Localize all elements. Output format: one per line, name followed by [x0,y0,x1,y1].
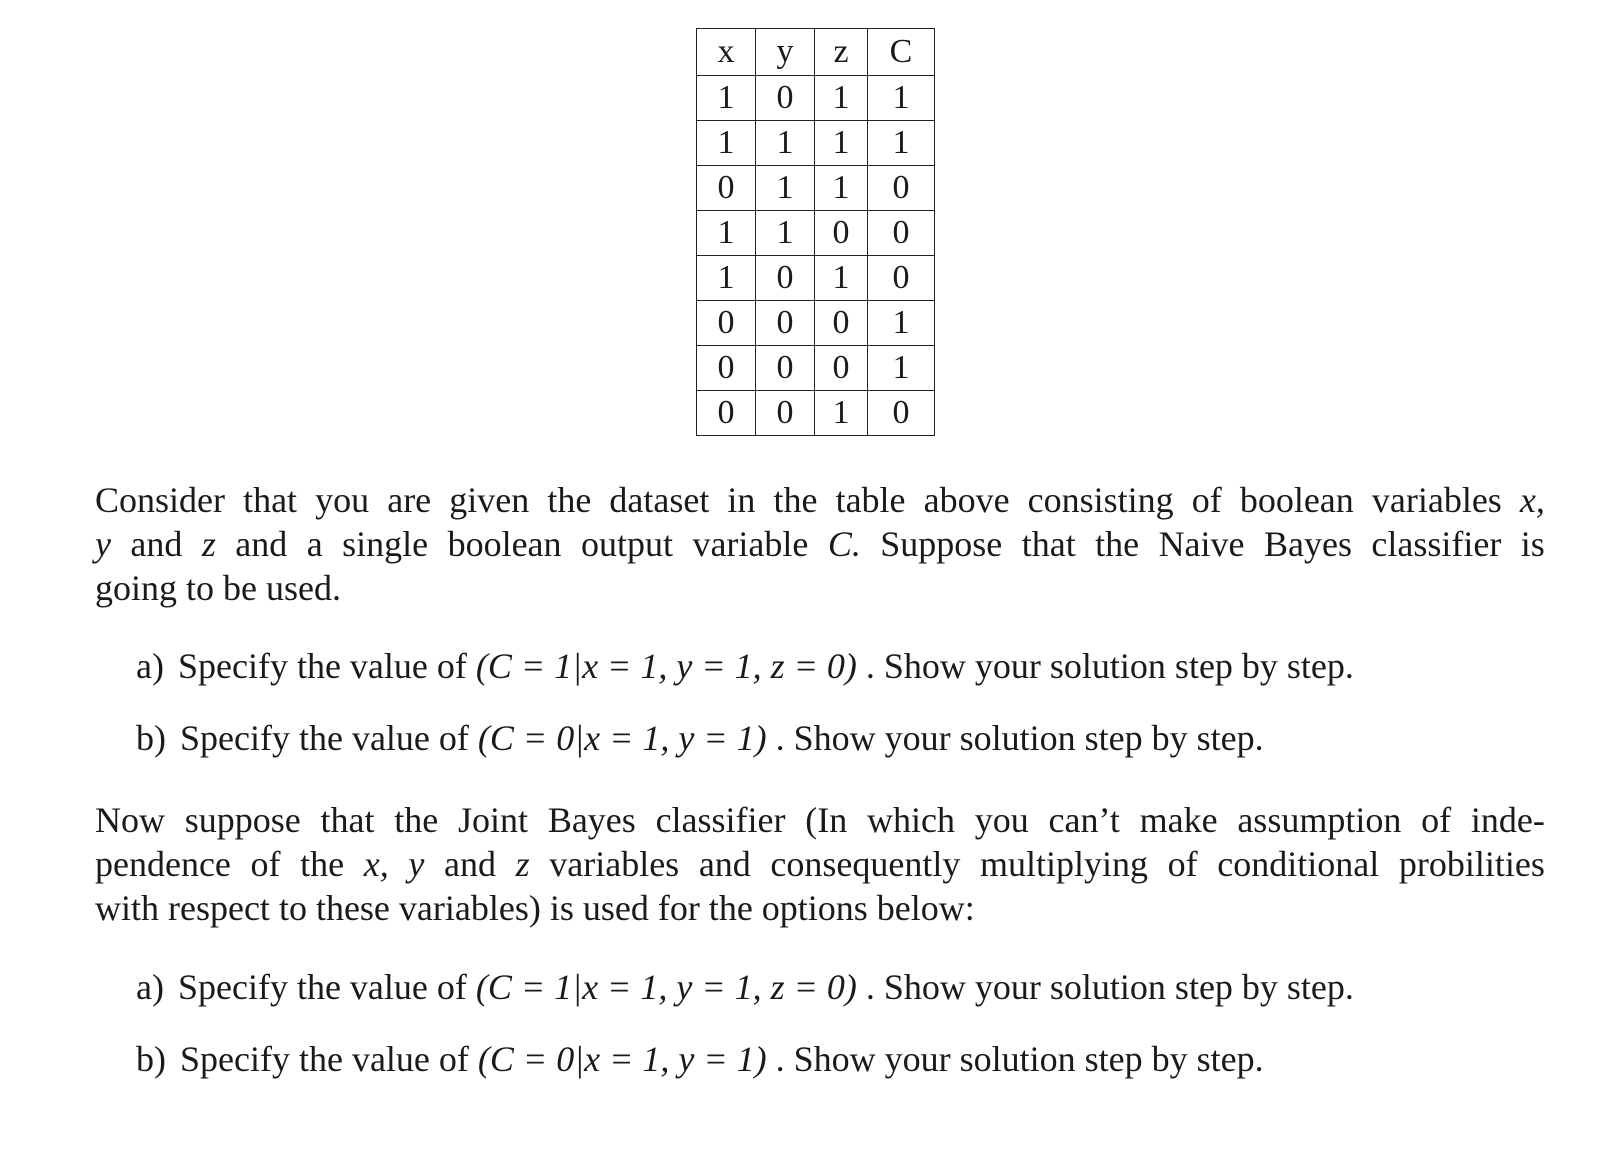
word: x, [1519,480,1545,520]
word: that [1021,524,1076,564]
word: which [867,800,955,840]
intro-line-3: going to be used. [95,568,341,608]
word: C. [827,524,861,564]
word: x, [363,844,389,884]
table-row [697,256,935,301]
word: consequently [770,844,961,884]
header-c: C [868,29,935,76]
word: z [201,524,216,564]
cell-c: 0 [868,211,935,256]
word: the [547,480,592,520]
word: variables [1371,480,1502,520]
word: of [1421,800,1452,840]
question-prefix: Specify the value of [180,718,469,758]
cell-z: 1 [815,391,868,436]
intro-line-2 [95,522,1545,566]
word: Joint [458,800,529,840]
word: the [773,480,818,520]
cell-z: 0 [815,301,868,346]
word: that [243,480,298,520]
cell-z: 0 [815,211,868,256]
cell-c: 1 [868,121,935,166]
table-header-row [697,29,935,76]
cell-y: 1 [756,121,815,166]
question-label: b) [136,1039,166,1079]
word: given [449,480,530,520]
table-row [697,346,935,391]
word: of [250,844,281,884]
cell-c: 1 [868,301,935,346]
word: assumption [1237,800,1402,840]
word: above [923,480,1010,520]
cell-y: 1 [756,211,815,256]
cell-c: 1 [868,346,935,391]
word: a [306,524,323,564]
cell-c: 0 [868,166,935,211]
cell-y: 0 [756,301,815,346]
question-2b [136,1037,1264,1081]
question-2a [136,965,1354,1009]
cell-x: 0 [697,301,756,346]
word: and [130,524,183,564]
word: is [1520,524,1545,564]
word: of [1191,480,1222,520]
word: in [727,480,756,520]
cell-z: 1 [815,256,868,301]
word: boolean [1239,480,1354,520]
cell-x: 0 [697,346,756,391]
word: can’t [1048,800,1120,840]
word: pendence [95,844,231,884]
word: Naive [1158,524,1245,564]
cell-x: 1 [697,121,756,166]
word: table [835,480,906,520]
word: y [95,524,111,564]
table-row [697,166,935,211]
word: conditional [1217,844,1380,884]
word: suppose [184,800,301,840]
word: you [974,800,1029,840]
joint-line-1 [95,798,1545,842]
cell-y: 1 [756,166,815,211]
question-label: a) [136,967,164,1007]
word: variable [692,524,809,564]
word: z [515,844,530,884]
question-suffix: . Show your solution step by step. [775,718,1264,758]
word: classifier [1371,524,1502,564]
question-expression: (C = 1|x = 1, y = 1, z = 0) [475,967,857,1007]
word: probilities [1398,844,1545,884]
cell-x: 1 [697,211,756,256]
word: Bayes [1263,524,1352,564]
word: and [235,524,288,564]
header-x: x [697,29,756,76]
question-prefix: Specify the value of [180,1039,469,1079]
intro-line-1 [95,478,1545,522]
word: you [315,480,370,520]
cell-z: 1 [815,121,868,166]
cell-x: 1 [697,76,756,121]
word: (In [805,800,848,840]
question-prefix: Specify the value of [177,646,467,686]
cell-c: 0 [868,256,935,301]
word: and [444,844,496,884]
word: the [1095,524,1140,564]
word: inde- [1470,800,1545,840]
question-1b [136,716,1264,760]
cell-z: 1 [815,166,868,211]
cell-c: 1 [868,76,935,121]
word: output [580,524,673,564]
word: that [320,800,375,840]
cell-z: 1 [815,76,868,121]
table-row [697,301,935,346]
word: Now [95,800,165,840]
cell-x: 1 [697,256,756,301]
question-1a [136,644,1354,688]
question-label: a) [136,646,164,686]
question-expression: (C = 1|x = 1, y = 1, z = 0) [475,646,857,686]
word: classifier [655,800,786,840]
question-expression: (C = 0|x = 1, y = 1) [477,1039,767,1079]
joint-line-3: with respect to these variables) is used for the options below: [95,888,975,928]
table-row [697,76,935,121]
cell-x: 0 [697,391,756,436]
cell-c: 0 [868,391,935,436]
question-suffix: . Show your solution step by step. [865,646,1354,686]
word: make [1139,800,1218,840]
word: of [1167,844,1198,884]
table-row [697,391,935,436]
cell-x: 0 [697,166,756,211]
question-label: b) [136,718,166,758]
cell-y: 0 [756,391,815,436]
cell-y: 0 [756,346,815,391]
dataset-table [696,28,935,436]
word: y [408,844,425,884]
word: boolean [447,524,562,564]
question-prefix: Specify the value of [177,967,467,1007]
word: variables [549,844,680,884]
word: Suppose [880,524,1003,564]
cell-y: 0 [756,256,815,301]
word: are [387,480,432,520]
cell-y: 0 [756,76,815,121]
header-z: z [815,29,868,76]
word: the [394,800,439,840]
word: multiplying [980,844,1149,884]
question-expression: (C = 0|x = 1, y = 1) [477,718,767,758]
header-y: y [756,29,815,76]
table-row [697,211,935,256]
question-suffix: . Show your solution step by step. [865,967,1354,1007]
cell-z: 0 [815,346,868,391]
joint-paragraph [95,798,1545,930]
word: Consider [95,480,225,520]
word: Bayes [547,800,636,840]
word: dataset [609,480,710,520]
question-suffix: . Show your solution step by step. [775,1039,1264,1079]
word: single [342,524,429,564]
word: and [698,844,751,884]
intro-paragraph [95,478,1545,610]
word: the [300,844,345,884]
table-row [697,121,935,166]
word: consisting [1027,480,1174,520]
joint-line-2 [95,842,1545,886]
